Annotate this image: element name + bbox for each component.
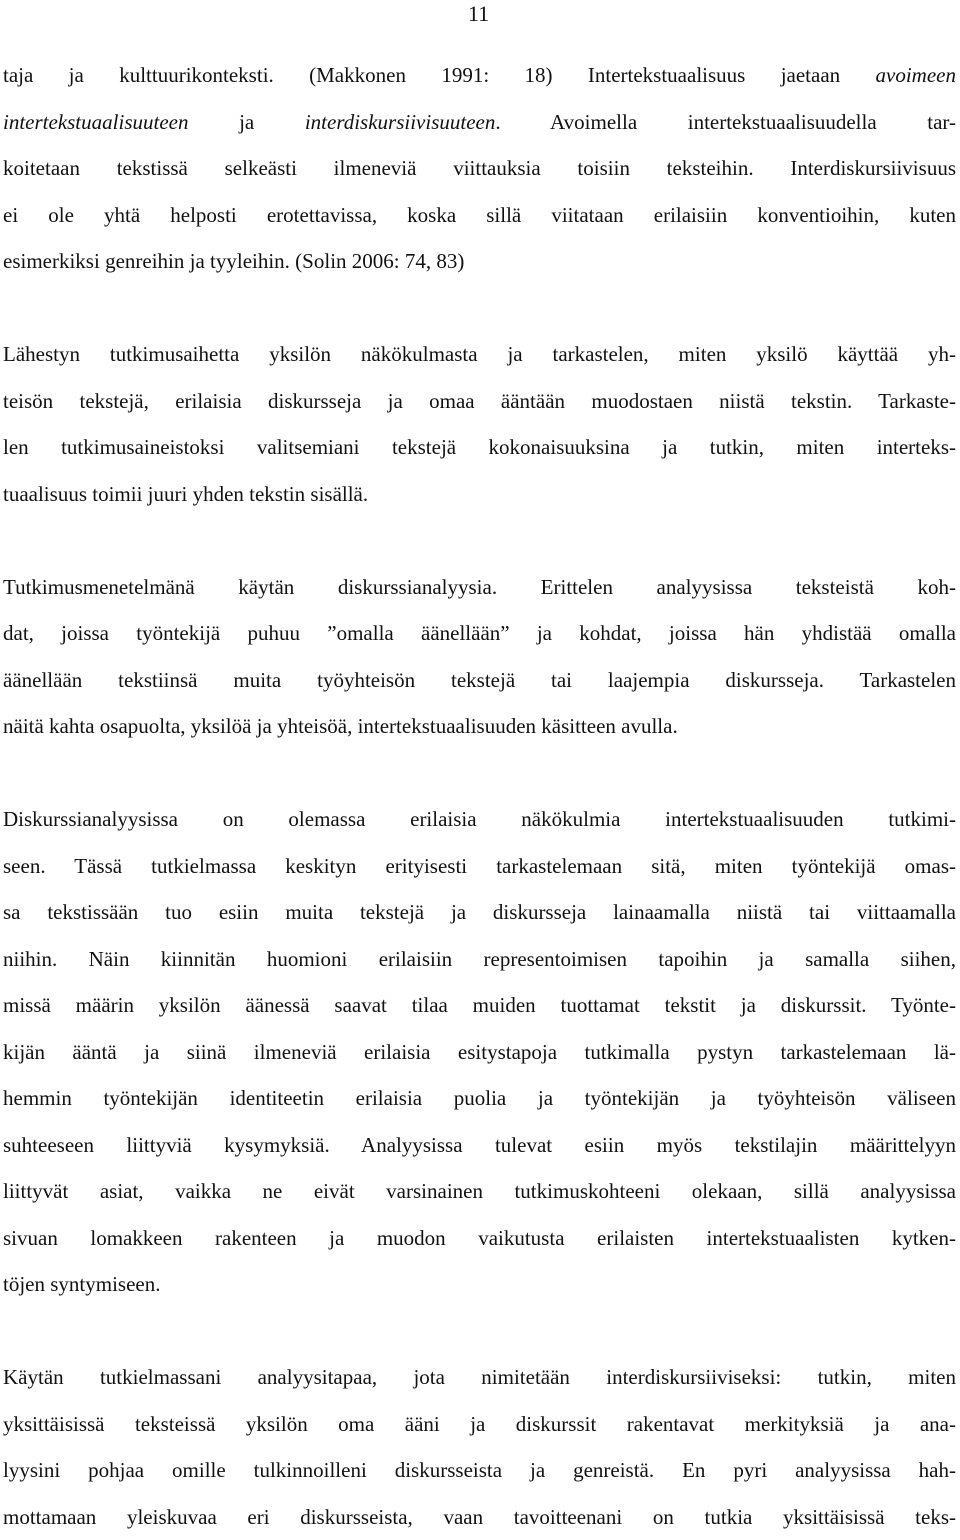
text-run: hemmin työntekijän identiteetin erilaisia puolia ja työntekijän ja työyhteisön väliseen xyxy=(3,1086,956,1110)
text-line xyxy=(3,1494,956,1540)
text-run: niihin. Näin kiinnitän huomioni erilaisiin representoimisen tapoihin ja samalla siihen, xyxy=(3,947,956,971)
text-run: yksittäisissä teksteissä yksilön oma ääni ja diskurssit rakentavat merkityksiä ja ana- xyxy=(3,1412,956,1436)
text-run: ei ole yhtä helposti erotettavissa, koska sillä viitataan erilaisiin konventioihin, kuten xyxy=(3,203,956,227)
text-line xyxy=(3,1168,956,1215)
text-line xyxy=(3,1354,956,1401)
text-run: äänellään tekstiinsä muita työyhteisön tekstejä tai laajempia diskursseja. Tarkastelen xyxy=(3,668,956,692)
text-run: näitä kahta osapuolta, yksilöä ja yhteisöä, intertekstuaalisuuden käsitteen avulla. xyxy=(3,714,678,738)
text-line xyxy=(3,331,956,378)
text-run: kijän ääntä ja siinä ilmeneviä erilaisia esitystapoja tutkimalla pystyn tarkastelemaan lä- xyxy=(3,1040,956,1064)
text-run: koitetaan tekstissä selkeästi ilmeneviä viittauksia toisiin teksteihin. Interdiskursiivisuus xyxy=(3,156,956,180)
text-line xyxy=(3,657,956,704)
paragraph xyxy=(3,796,956,1308)
text-run: taja ja kulttuurikonteksti. (Makkonen 1991: 18) Intertekstuaalisuus jaetaan xyxy=(3,63,876,87)
text-line xyxy=(3,52,956,99)
text-run: esimerkiksi genreihin ja tyyleihin. (Solin 2006: 74, 83) xyxy=(3,249,464,273)
text-line xyxy=(3,610,956,657)
text-line xyxy=(3,378,956,425)
text-run: missä määrin yksilön äänessä saavat tilaa muiden tuottamat tekstit ja diskurssit. Työnte- xyxy=(3,993,956,1017)
text-line xyxy=(3,564,956,611)
paragraph xyxy=(3,564,956,750)
text-run: teisön tekstejä, erilaisia diskursseja ja omaa ääntään muodostaen niistä tekstin. Tarkaste- xyxy=(3,389,956,413)
text-line xyxy=(3,424,956,471)
text-run: Tutkimusmenetelmänä käytän diskurssianalyysia. Erittelen analyysissa teksteistä koh- xyxy=(3,575,956,599)
text-line xyxy=(3,99,956,146)
text-run: Käytän tutkielmassani analyysitapaa, jota nimitetään interdiskursiiviseksi: tutkin, miten xyxy=(3,1365,956,1389)
text-run: sa tekstissään tuo esiin muita tekstejä ja diskursseja lainaamalla niistä tai viittaamalla xyxy=(3,900,956,924)
text-run: Lähestyn tutkimusaihetta yksilön näkökulmasta ja tarkastelen, miten yksilö käyttää yh- xyxy=(3,342,956,366)
text-line xyxy=(3,1075,956,1122)
text-run: dat, joissa työntekijä puhuu ”omalla äänellään” ja kohdat, joissa hän yhdistää omalla xyxy=(3,621,956,645)
paragraph xyxy=(3,331,956,517)
text-line xyxy=(3,843,956,890)
text-line xyxy=(3,889,956,936)
text-line xyxy=(3,1215,956,1262)
text-run: sivuan lomakkeen rakenteen ja muodon vaikutusta erilaisten intertekstuaalisten kytken- xyxy=(3,1226,956,1250)
text-line xyxy=(3,145,956,192)
text-line xyxy=(3,1261,956,1308)
text-run: liittyvät asiat, vaikka ne eivät varsinainen tutkimuskohteeni olekaan, sillä analyysissa xyxy=(3,1179,956,1203)
italic-term: avoimeen xyxy=(876,63,956,87)
text-line xyxy=(3,936,956,983)
text-run: lyysini pohjaa omille tulkinnoilleni diskursseista ja genreistä. En pyri analyysissa hah- xyxy=(3,1458,956,1482)
text-line xyxy=(3,1447,956,1494)
text-run: suhteeseen liittyviä kysymyksiä. Analyysissa tulevat esiin myös tekstilajin määrittelyyn xyxy=(3,1133,956,1157)
text-run: Diskurssianalyysissa on olemassa erilaisia näkökulmia intertekstuaalisuuden tutkimi- xyxy=(3,807,956,831)
italic-term: interdiskursiivisuuteen xyxy=(305,110,496,134)
text-run: . Avoimella intertekstuaalisuudella tar- xyxy=(495,110,956,134)
italic-term: intertekstuaalisuuteen xyxy=(3,110,188,134)
text-run: tuaalisuus toimii juuri yhden tekstin sisällä. xyxy=(3,482,368,506)
text-run: seen. Tässä tutkielmassa keskityn erityisesti tarkastelemaan sitä, miten työntekijä omas- xyxy=(3,854,956,878)
page-number: 11 xyxy=(468,2,489,26)
text-run: mottamaan yleiskuvaa eri diskursseista, vaan tavoitteenani on tutkia yksittäisissä teks- xyxy=(3,1505,956,1529)
text-line xyxy=(3,796,956,843)
text-line xyxy=(3,1401,956,1448)
text-line xyxy=(3,192,956,239)
text-line xyxy=(3,703,956,750)
text-line xyxy=(3,982,956,1029)
text-run: ja xyxy=(188,110,304,134)
paragraph xyxy=(3,52,956,285)
text-line xyxy=(3,471,956,518)
document-body xyxy=(3,52,956,1540)
text-run: töjen syntymiseen. xyxy=(3,1272,160,1296)
text-run: len tutkimusaineistoksi valitsemiani tekstejä kokonaisuuksina ja tutkin, miten interteks- xyxy=(3,435,956,459)
text-line xyxy=(3,1122,956,1169)
text-line xyxy=(3,1029,956,1076)
paragraph xyxy=(3,1354,956,1540)
text-line xyxy=(3,238,956,285)
